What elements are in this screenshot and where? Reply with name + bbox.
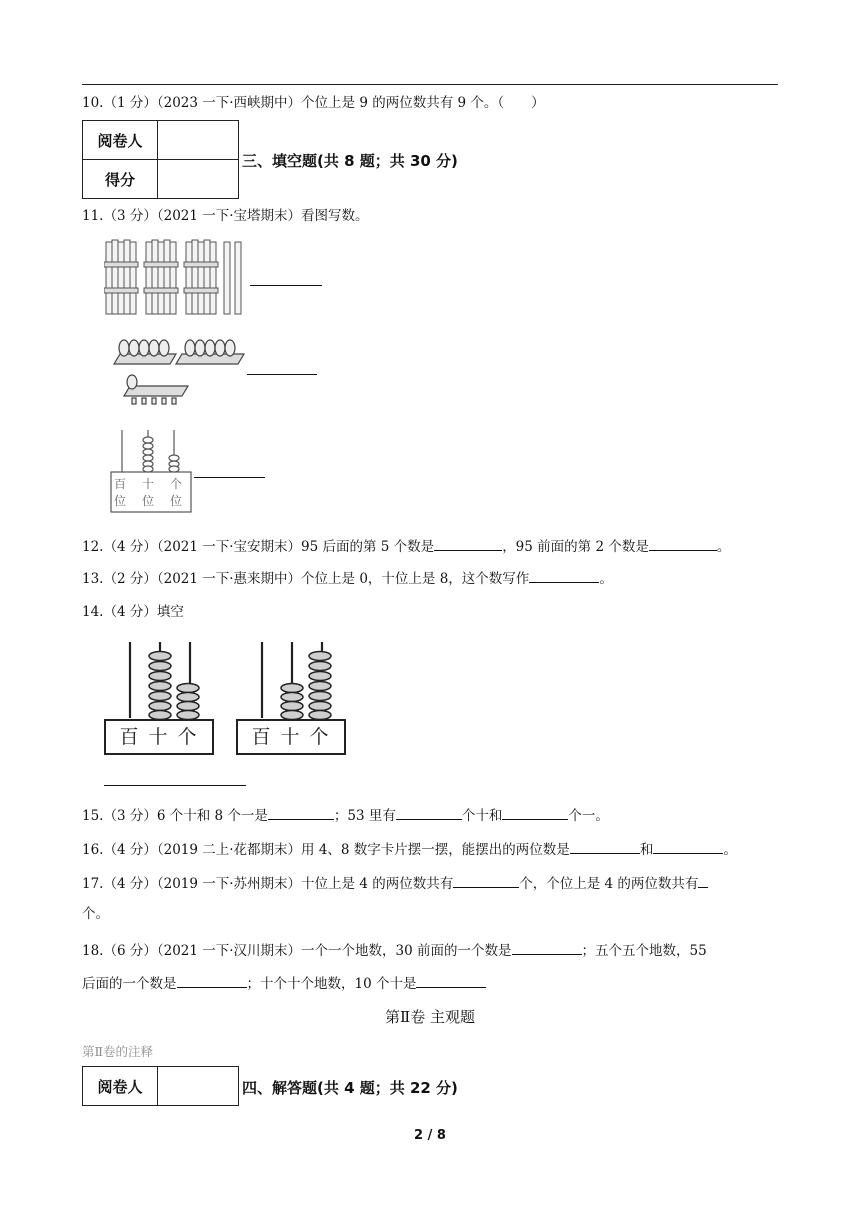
section-4-title: 四、解答题(共 4 题；共 22 分) xyxy=(242,1079,458,1097)
q17-text-b: 个，个位上是 4 的两位数共有 xyxy=(519,876,699,892)
answer-blank-18-2[interactable] xyxy=(177,973,247,988)
question-17-continued: 个。 xyxy=(82,906,109,922)
stick-bundle xyxy=(144,240,178,314)
grader-cell[interactable] xyxy=(158,121,239,160)
abacus-label: 位 xyxy=(142,494,155,508)
header-rule xyxy=(82,84,778,85)
abacus-label: 位 xyxy=(170,494,183,508)
question-15 xyxy=(82,805,609,825)
question-11: 11.（3 分）（2021 一下·宝塔期末）看图写数。 xyxy=(82,208,369,224)
abacus-place-labels: 百 十 个 xyxy=(104,719,214,755)
grader-label: 阅卷人 xyxy=(83,121,158,160)
answer-blank-18-3[interactable] xyxy=(416,973,486,988)
answer-blank-11-2[interactable] xyxy=(247,374,317,375)
question-17 xyxy=(82,873,708,893)
abacus-label: 位 xyxy=(114,494,127,508)
question-18 xyxy=(82,940,707,960)
score-cell[interactable] xyxy=(158,160,239,199)
abacus-label: 十 xyxy=(142,477,155,491)
abacus-label: 百 xyxy=(114,477,127,491)
q12-text-b: ，95 前面的第 2 个数是 xyxy=(502,539,649,555)
q18-text-b: ；五个五个地数，55 xyxy=(581,943,707,959)
answer-blank-17-2[interactable] xyxy=(698,873,708,888)
question-12 xyxy=(82,536,730,556)
q16-text-c: 。 xyxy=(723,842,737,858)
grader-cell[interactable] xyxy=(158,1067,239,1106)
question-13 xyxy=(82,568,613,588)
answer-blank-15-1[interactable] xyxy=(268,805,334,820)
q15-text-b: ；53 里有 xyxy=(333,808,396,824)
answer-blank-18-1[interactable] xyxy=(512,940,582,955)
q16-text-a: 16.（4 分）（2019 二上·花都期末）用 4、8 数字卡片摆一摆，能摆出的两位数是 xyxy=(82,842,570,858)
answer-blank-13[interactable] xyxy=(529,568,599,583)
q15-text-a: 15.（3 分）6 个十和 8 个一是 xyxy=(82,808,268,824)
answer-blank-11-1[interactable] xyxy=(250,285,322,286)
stick-bundle xyxy=(184,240,218,314)
abacus-figure-14-1 xyxy=(104,640,216,756)
q15-text-c: 个十和 xyxy=(461,808,503,824)
answer-blank-12-2[interactable] xyxy=(649,536,717,551)
answer-blank-12-1[interactable] xyxy=(434,536,502,551)
answer-blank-17-1[interactable] xyxy=(453,873,519,888)
answer-blank-16-2[interactable] xyxy=(653,839,723,854)
stick-bundles-figure xyxy=(104,238,244,318)
abacus-place-labels: 百 十 个 xyxy=(236,719,346,755)
q13-text-a: 13.（2 分）（2021 一下·惠来期中）个位上是 0，十位上是 8，这个数写作 xyxy=(82,571,530,587)
egg-tray xyxy=(124,375,188,404)
abacus-figure-11 xyxy=(110,428,192,514)
q18-text-d: ；十个十个地数，10 个十是 xyxy=(246,976,417,992)
abacus-figure-14-2 xyxy=(236,640,348,756)
answer-blank-16-1[interactable] xyxy=(570,839,640,854)
q18-text-a: 18.（6 分）（2021 一下·汉川期末）一个一个地数，30 前面的一个数是 xyxy=(82,943,512,959)
answer-blank-15-3[interactable] xyxy=(502,805,568,820)
egg-tray xyxy=(176,340,244,364)
question-16 xyxy=(82,839,737,859)
abacus-label: 个 xyxy=(170,477,183,491)
egg-tray xyxy=(114,340,176,364)
section-3-title: 三、填空题(共 8 题；共 30 分) xyxy=(242,152,458,170)
q13-text-b: 。 xyxy=(599,571,613,587)
q16-text-b: 和 xyxy=(639,842,654,858)
volume-2-title: 第Ⅱ卷 主观题 xyxy=(385,1008,475,1026)
single-stick xyxy=(235,242,241,314)
q12-text-c: 。 xyxy=(716,539,731,555)
stick-bundle xyxy=(104,240,138,314)
single-stick xyxy=(224,242,230,314)
q17-text-a: 17.（4 分）（2019 一下·苏州期末）十位上是 4 的两位数共有 xyxy=(82,876,454,892)
grader-table-section-3 xyxy=(82,120,239,199)
page-number: 2 / 8 xyxy=(414,1128,446,1143)
question-10: 10.（1 分）（2023 一下·西峡期中）个位上是 9 的两位数共有 9 个。（ ） xyxy=(82,95,545,111)
egg-trays-figure xyxy=(110,328,250,410)
q12-text-a: 12.（4 分）（2021 一下·宝安期末）95 后面的第 5 个数是 xyxy=(82,539,435,555)
q15-text-d: 个一。 xyxy=(568,808,609,824)
answer-blank-14[interactable] xyxy=(104,785,246,786)
volume-2-note: 第Ⅱ卷的注释 xyxy=(82,1044,153,1059)
answer-blank-11-3[interactable] xyxy=(194,477,265,478)
question-14: 14.（4 分）填空 xyxy=(82,604,184,620)
grader-label: 阅卷人 xyxy=(83,1067,158,1106)
q18-text-c: 后面的一个数是 xyxy=(82,976,177,992)
score-label: 得分 xyxy=(83,160,158,199)
question-18-continued xyxy=(82,973,486,993)
answer-blank-15-2[interactable] xyxy=(396,805,462,820)
grader-table-section-4 xyxy=(82,1066,239,1106)
